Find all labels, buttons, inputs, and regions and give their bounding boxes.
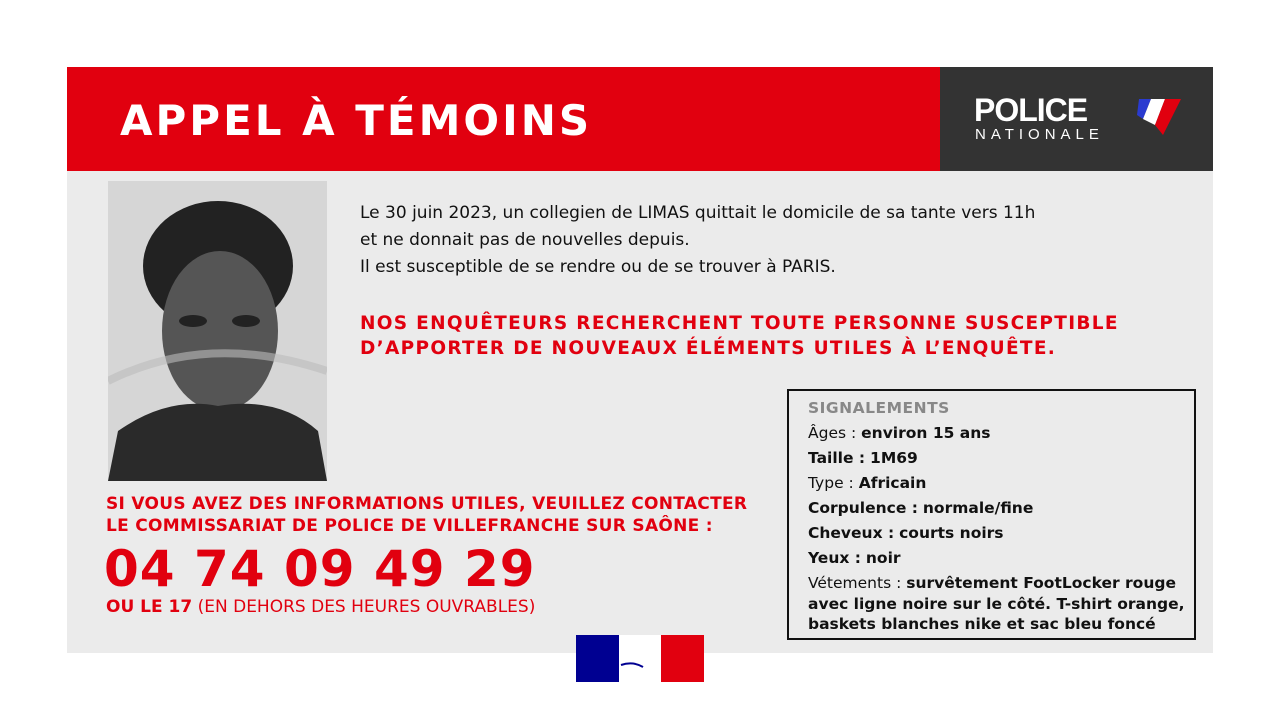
label: Taille :: [808, 449, 866, 467]
signalement-vetements: [808, 573, 1194, 635]
flag-red: [661, 635, 704, 682]
alt-contact: [106, 597, 535, 617]
police-flag-icon: [1133, 97, 1183, 137]
appeal-line: D’APPORTER DE NOUVEAUX ÉLÉMENTS UTILES À L’ENQUÊTE.: [360, 338, 1057, 359]
signalement-yeux: [808, 546, 1194, 571]
phone-number[interactable]: 04 74 09 49 29: [104, 540, 536, 598]
value: courts noirs: [899, 524, 1004, 542]
contact-instructions: [106, 493, 747, 537]
value: 1M69: [870, 449, 918, 467]
contact-line: LE COMMISSARIAT DE POLICE DE VILLEFRANCHE SUR SAÔNE :: [106, 516, 713, 536]
intro-text: [360, 200, 1160, 281]
flag-white: [619, 635, 662, 682]
label: Type :: [808, 474, 854, 492]
missing-person-photo: [108, 181, 327, 481]
appeal-text: [360, 311, 1119, 361]
alt-number: OU LE 17: [106, 597, 193, 617]
intro-line: Il est susceptible de se rendre ou de se trouver à PARIS.: [360, 257, 836, 277]
label: Vétements :: [808, 574, 902, 592]
signalements-title: SIGNALEMENTS: [808, 399, 950, 417]
signalement-taille: [808, 446, 1194, 471]
flag-blue: [576, 635, 619, 682]
intro-line: et ne donnait pas de nouvelles depuis.: [360, 230, 690, 250]
signalement-age: [808, 421, 1194, 446]
label: Âges :: [808, 424, 857, 442]
label: Yeux :: [808, 549, 861, 567]
label: Cheveux :: [808, 524, 895, 542]
value: environ 15 ans: [861, 424, 991, 442]
signalement-corpulence: [808, 496, 1194, 521]
value: noir: [865, 549, 901, 567]
signalement-type: [808, 471, 1194, 496]
signalements-box: [787, 389, 1196, 640]
page-title: APPEL À TÉMOINS: [120, 96, 593, 145]
alt-hours: (EN DEHORS DES HEURES OUVRABLES): [192, 597, 536, 617]
value: normale/fine: [922, 499, 1034, 517]
contact-line: SI VOUS AVEZ DES INFORMATIONS UTILES, VEUILLEZ CONTACTER: [106, 494, 748, 514]
value: survêtement FootLocker rouge avec ligne noire sur le côté. T-shirt orange, baskets blanches nike et sac bleu foncé: [808, 574, 1185, 633]
appeal-line: NOS ENQUÊTEURS RECHERCHENT TOUTE PERSONNE SUSCEPTIBLE: [360, 313, 1119, 334]
marianne-logo: [576, 635, 704, 682]
label: Corpulence :: [808, 499, 918, 517]
value: Africain: [858, 474, 927, 492]
signalement-cheveux: [808, 521, 1194, 546]
logo-text-police: POLICE: [974, 92, 1088, 128]
marianne-profile-icon: [619, 635, 662, 682]
logo-text-nationale: NATIONALE: [975, 126, 1104, 143]
intro-line: Le 30 juin 2023, un collegien de LIMAS quittait le domicile de sa tante vers 11h: [360, 203, 1036, 223]
